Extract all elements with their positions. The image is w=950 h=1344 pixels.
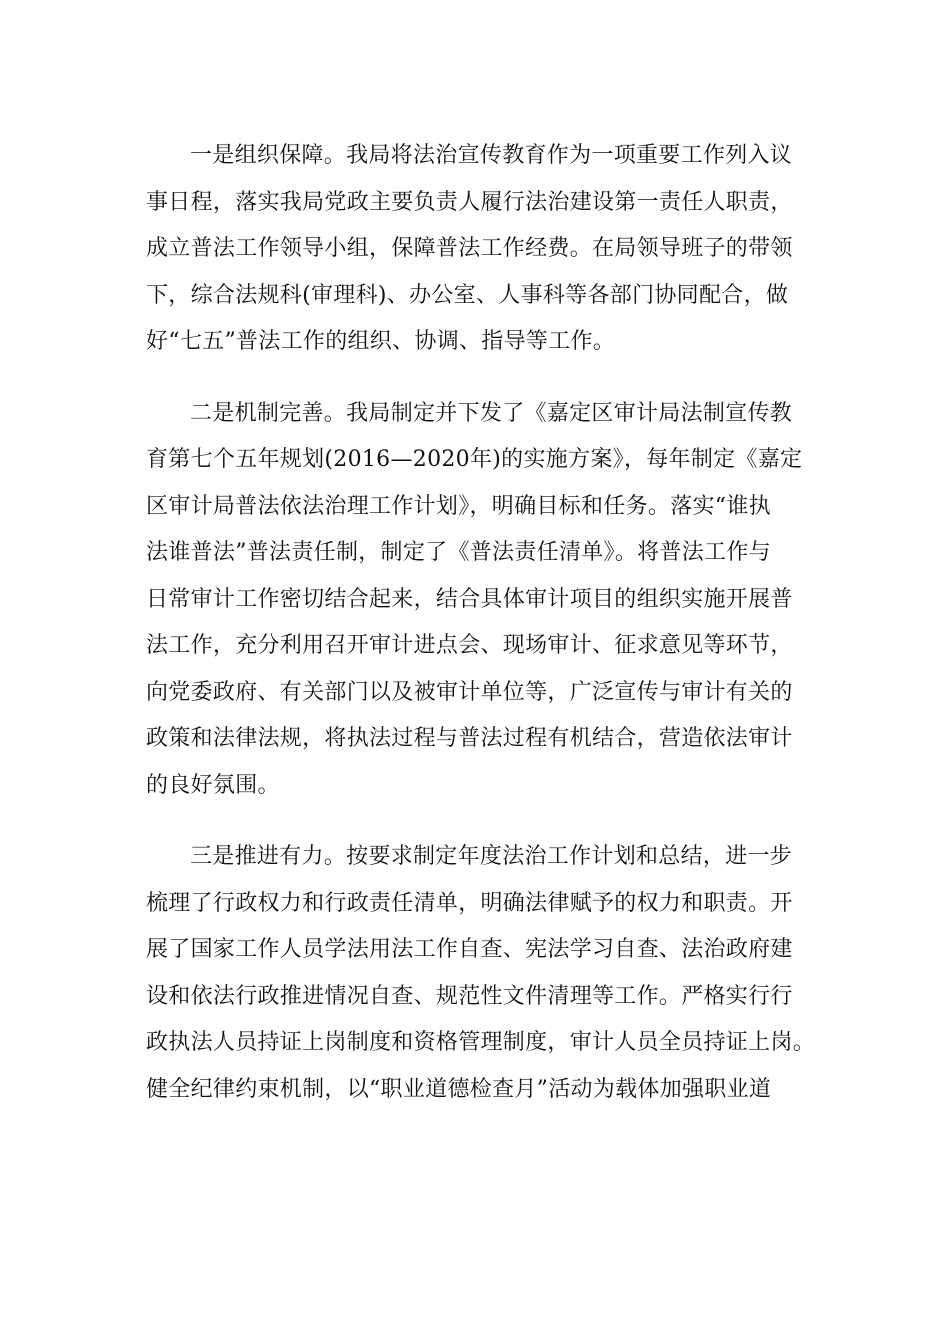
paragraph-promotion (146, 834, 816, 1113)
text-line: 二是机制完善。我局制定并下发了《嘉定区审计局法制宣传教 (190, 400, 793, 426)
text-line: 政策和法律法规，将执法过程与普法过程有机结合，营造依法审计 (146, 726, 793, 751)
text-line: 健全纪律约束机制，以“职业道德检查月”活动为载体加强职业道 (146, 1076, 772, 1102)
text-line: 法谁普法”普法责任制，制定了《普法责任清单》。将普法工作与 (146, 540, 771, 565)
text-line: 设和依法行政推进情况自查、规范性文件清理等工作。严格实行行 (146, 983, 793, 1009)
paragraph-organization (146, 133, 806, 366)
text-line: 向党委政府、有关部门以及被审计单位等，广泛宣传与审计有关的 (146, 679, 793, 705)
text-line: 梳理了行政权力和行政责任清单，明确法律赋予的权力和职责。开 (146, 890, 793, 916)
text-line: 成立普法工作领导小组，保障普法工作经费。在局领导班子的带领 (146, 236, 793, 261)
text-line: 区审计局普法依法治理工作计划》，明确目标和任务。落实“谁执 (146, 493, 771, 519)
text-line: 政执法人员持证上岗制度和资格管理制度，审计人员全员持证上岗。 (146, 1030, 816, 1055)
text-line: 下，综合法规科(审理科)、办公室、人事科等各部门协同配合，做 (146, 282, 789, 308)
text-line: 日常审计工作密切结合起来，结合具体审计项目的组织实施开展普 (146, 586, 793, 612)
text-line: 好“七五”普法工作的组织、协调、指导等工作。 (146, 329, 616, 354)
text-line: 事日程，落实我局党政主要负责人履行法治建设第一责任人职责， (146, 189, 793, 215)
text-line: 一是组织保障。我局将法治宣传教育作为一项重要工作列入议 (190, 143, 793, 168)
text-line: 展了国家工作人员学法用法工作自查、宪法学习自查、法治政府建 (146, 937, 793, 962)
text-line: 育第七个五年规划(2016—2020年)的实施方案》，每年制定《嘉定 (146, 447, 803, 472)
text-line: 的良好氛围。 (146, 772, 280, 798)
document-body (146, 133, 816, 1138)
text-line: 法工作，充分利用召开审计进点会、现场审计、征求意见等环节， (146, 633, 793, 658)
text-line: 三是推进有力。按要求制定年度法治工作计划和总结，进一步 (190, 844, 793, 869)
paragraph-mechanism (146, 391, 806, 810)
